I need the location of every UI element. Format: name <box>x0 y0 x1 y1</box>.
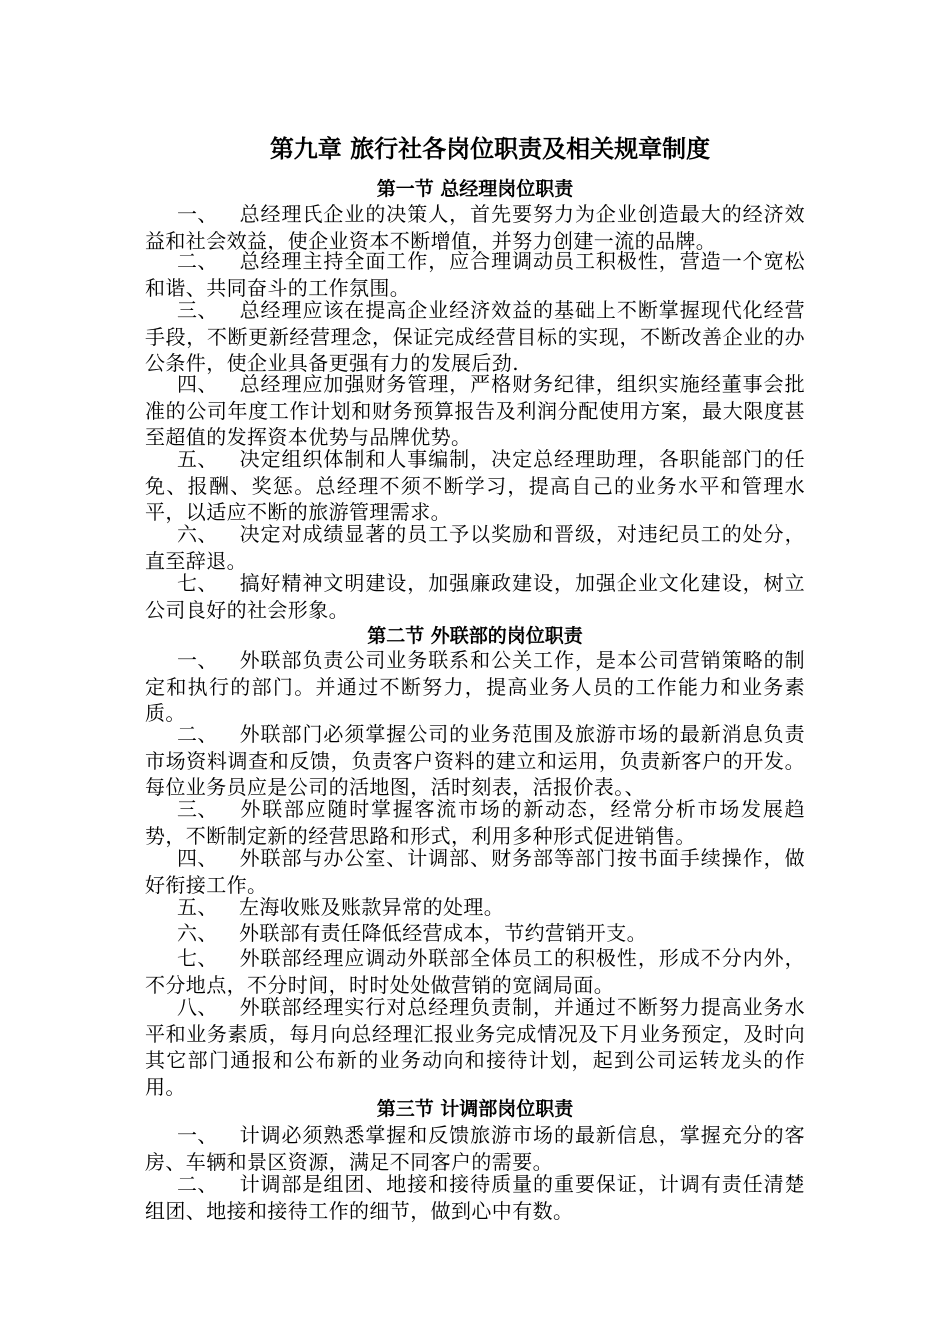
item-number: 一、 <box>177 1123 218 1147</box>
item-number: 八、 <box>177 995 218 1019</box>
paragraph-text: 搞好精神文明建设，加强廉政建设，加强企业文化建设，树立公司良好的社会形象。 <box>145 571 805 622</box>
paragraph <box>145 845 805 898</box>
paragraph <box>145 297 805 377</box>
item-number: 三、 <box>177 298 218 322</box>
paragraph-text: 外联部负责公司业务联系和公关工作，是本公司营销策略的制定和执行的部门。并通过不断努力，提高业务人员的工作能力和业务素质。 <box>145 648 805 725</box>
paragraph-text: 外联部经理应调动外联部全体员工的积极性，形成不分内外，不分地点，不分时间，时时处处做营销的宽阔局面。 <box>145 946 805 997</box>
paragraph <box>145 721 805 801</box>
paragraph-text: 外联部与办公室、计调部、财务部等部门按书面手续操作，做好衔接工作。 <box>145 846 805 897</box>
paragraph-text: 总经理氏企业的决策人，首先要努力为企业创造最大的经济效益和社会效益，使企业资本不断增值，并努力创建一流的品牌。 <box>145 202 805 253</box>
section-title: 第一节 总经理岗位职责 <box>376 178 574 200</box>
section-title: 第三节 计调部岗位职责 <box>376 1098 574 1120</box>
paragraph <box>145 570 805 623</box>
paragraph-text: 左海收账及账款异常的处理。 <box>239 895 505 919</box>
paragraph-text: 总经理应加强财务管理，严格财务纪律，组织实施经董事会批准的公司年度工作计划和财务预算报告及利润分配使用方案，最大限度甚至超值的发挥资本优势与品牌优势。 <box>145 372 805 449</box>
item-number: 二、 <box>177 722 218 746</box>
paragraph-text: 外联部应随时掌握客流市场的新动态，经常分析市场发展趋势，不断制定新的经营思路和形式，利用多种形式促进销售。 <box>145 797 805 848</box>
paragraph <box>145 920 805 947</box>
paragraph <box>145 201 805 254</box>
item-number: 二、 <box>177 249 218 273</box>
paragraph-text: 计调必须熟悉掌握和反馈旅游市场的最新信息，掌握充分的客房、车辆和景区资源，满足不同客户的需要。 <box>145 1123 805 1174</box>
paragraph <box>145 1122 805 1175</box>
paragraph-text: 外联部经理实行对总经理负责制，并通过不断努力提高业务水平和业务素质，每月向总经理汇报业务完成情况及下月业务预定，及时向其它部门通报和公布新的业务动向和接待计划，起到公司运转龙头的作用。 <box>145 995 805 1099</box>
paragraph-text: 外联部有责任降低经营成本，节约营销开支。 <box>239 921 647 945</box>
item-number: 一、 <box>177 202 218 226</box>
chapter-title: 第九章 旅行社各岗位职责及相关规章制度 <box>269 135 711 163</box>
paragraph <box>145 248 805 301</box>
paragraph <box>145 521 805 574</box>
paragraph <box>145 647 805 727</box>
item-number: 三、 <box>177 797 218 821</box>
item-number: 五、 <box>177 447 218 471</box>
paragraph-text: 计调部是组团、地接和接待质量的重要保证，计调有责任清楚组团、地接和接待工作的细节，做到心中有数。 <box>145 1172 805 1223</box>
paragraph <box>145 945 805 998</box>
item-number: 七、 <box>177 571 218 595</box>
paragraph <box>145 371 805 451</box>
paragraph <box>145 894 805 921</box>
paragraph-text: 决定对成绩显著的员工予以奖励和晋级，对违纪员工的处分，直至辞退。 <box>145 522 805 573</box>
item-number: 四、 <box>177 846 218 870</box>
paragraph-text: 总经理应该在提高企业经济效益的基础上不断掌握现代化经营手段，不断更新经营理念，保证完成经营目标的实现，不断改善企业的办公条件，使企业具备更强有力的发展后劲. <box>145 298 805 375</box>
paragraph-text: 总经理主持全面工作，应合理调动员工积极性，营造一个宽松和谐、共同奋斗的工作氛围。 <box>145 249 805 300</box>
paragraph-text: 外联部门必须掌握公司的业务范围及旅游市场的最新消息负责市场资料调查和反馈，负责客户资料的建立和运用，负责新客户的开发。每位业务员应是公司的活地图，活时刻表，活报价表。、 <box>145 722 805 799</box>
item-number: 六、 <box>177 522 218 546</box>
section-title: 第二节 外联部的岗位职责 <box>367 625 583 647</box>
item-number: 七、 <box>177 946 218 970</box>
item-number: 五、 <box>177 895 218 919</box>
paragraph <box>145 994 805 1100</box>
item-number: 二、 <box>177 1172 218 1196</box>
paragraph <box>145 1171 805 1224</box>
item-number: 四、 <box>177 372 218 396</box>
paragraph <box>145 446 805 526</box>
item-number: 六、 <box>177 921 218 945</box>
paragraph-text: 决定组织体制和人事编制，决定总经理助理，各职能部门的任免、报酬、奖惩。总经理不须不断学习，提高自己的业务水平和管理水平，以适应不断的旅游管理需求。 <box>145 447 805 524</box>
paragraph <box>145 796 805 849</box>
item-number: 一、 <box>177 648 218 672</box>
